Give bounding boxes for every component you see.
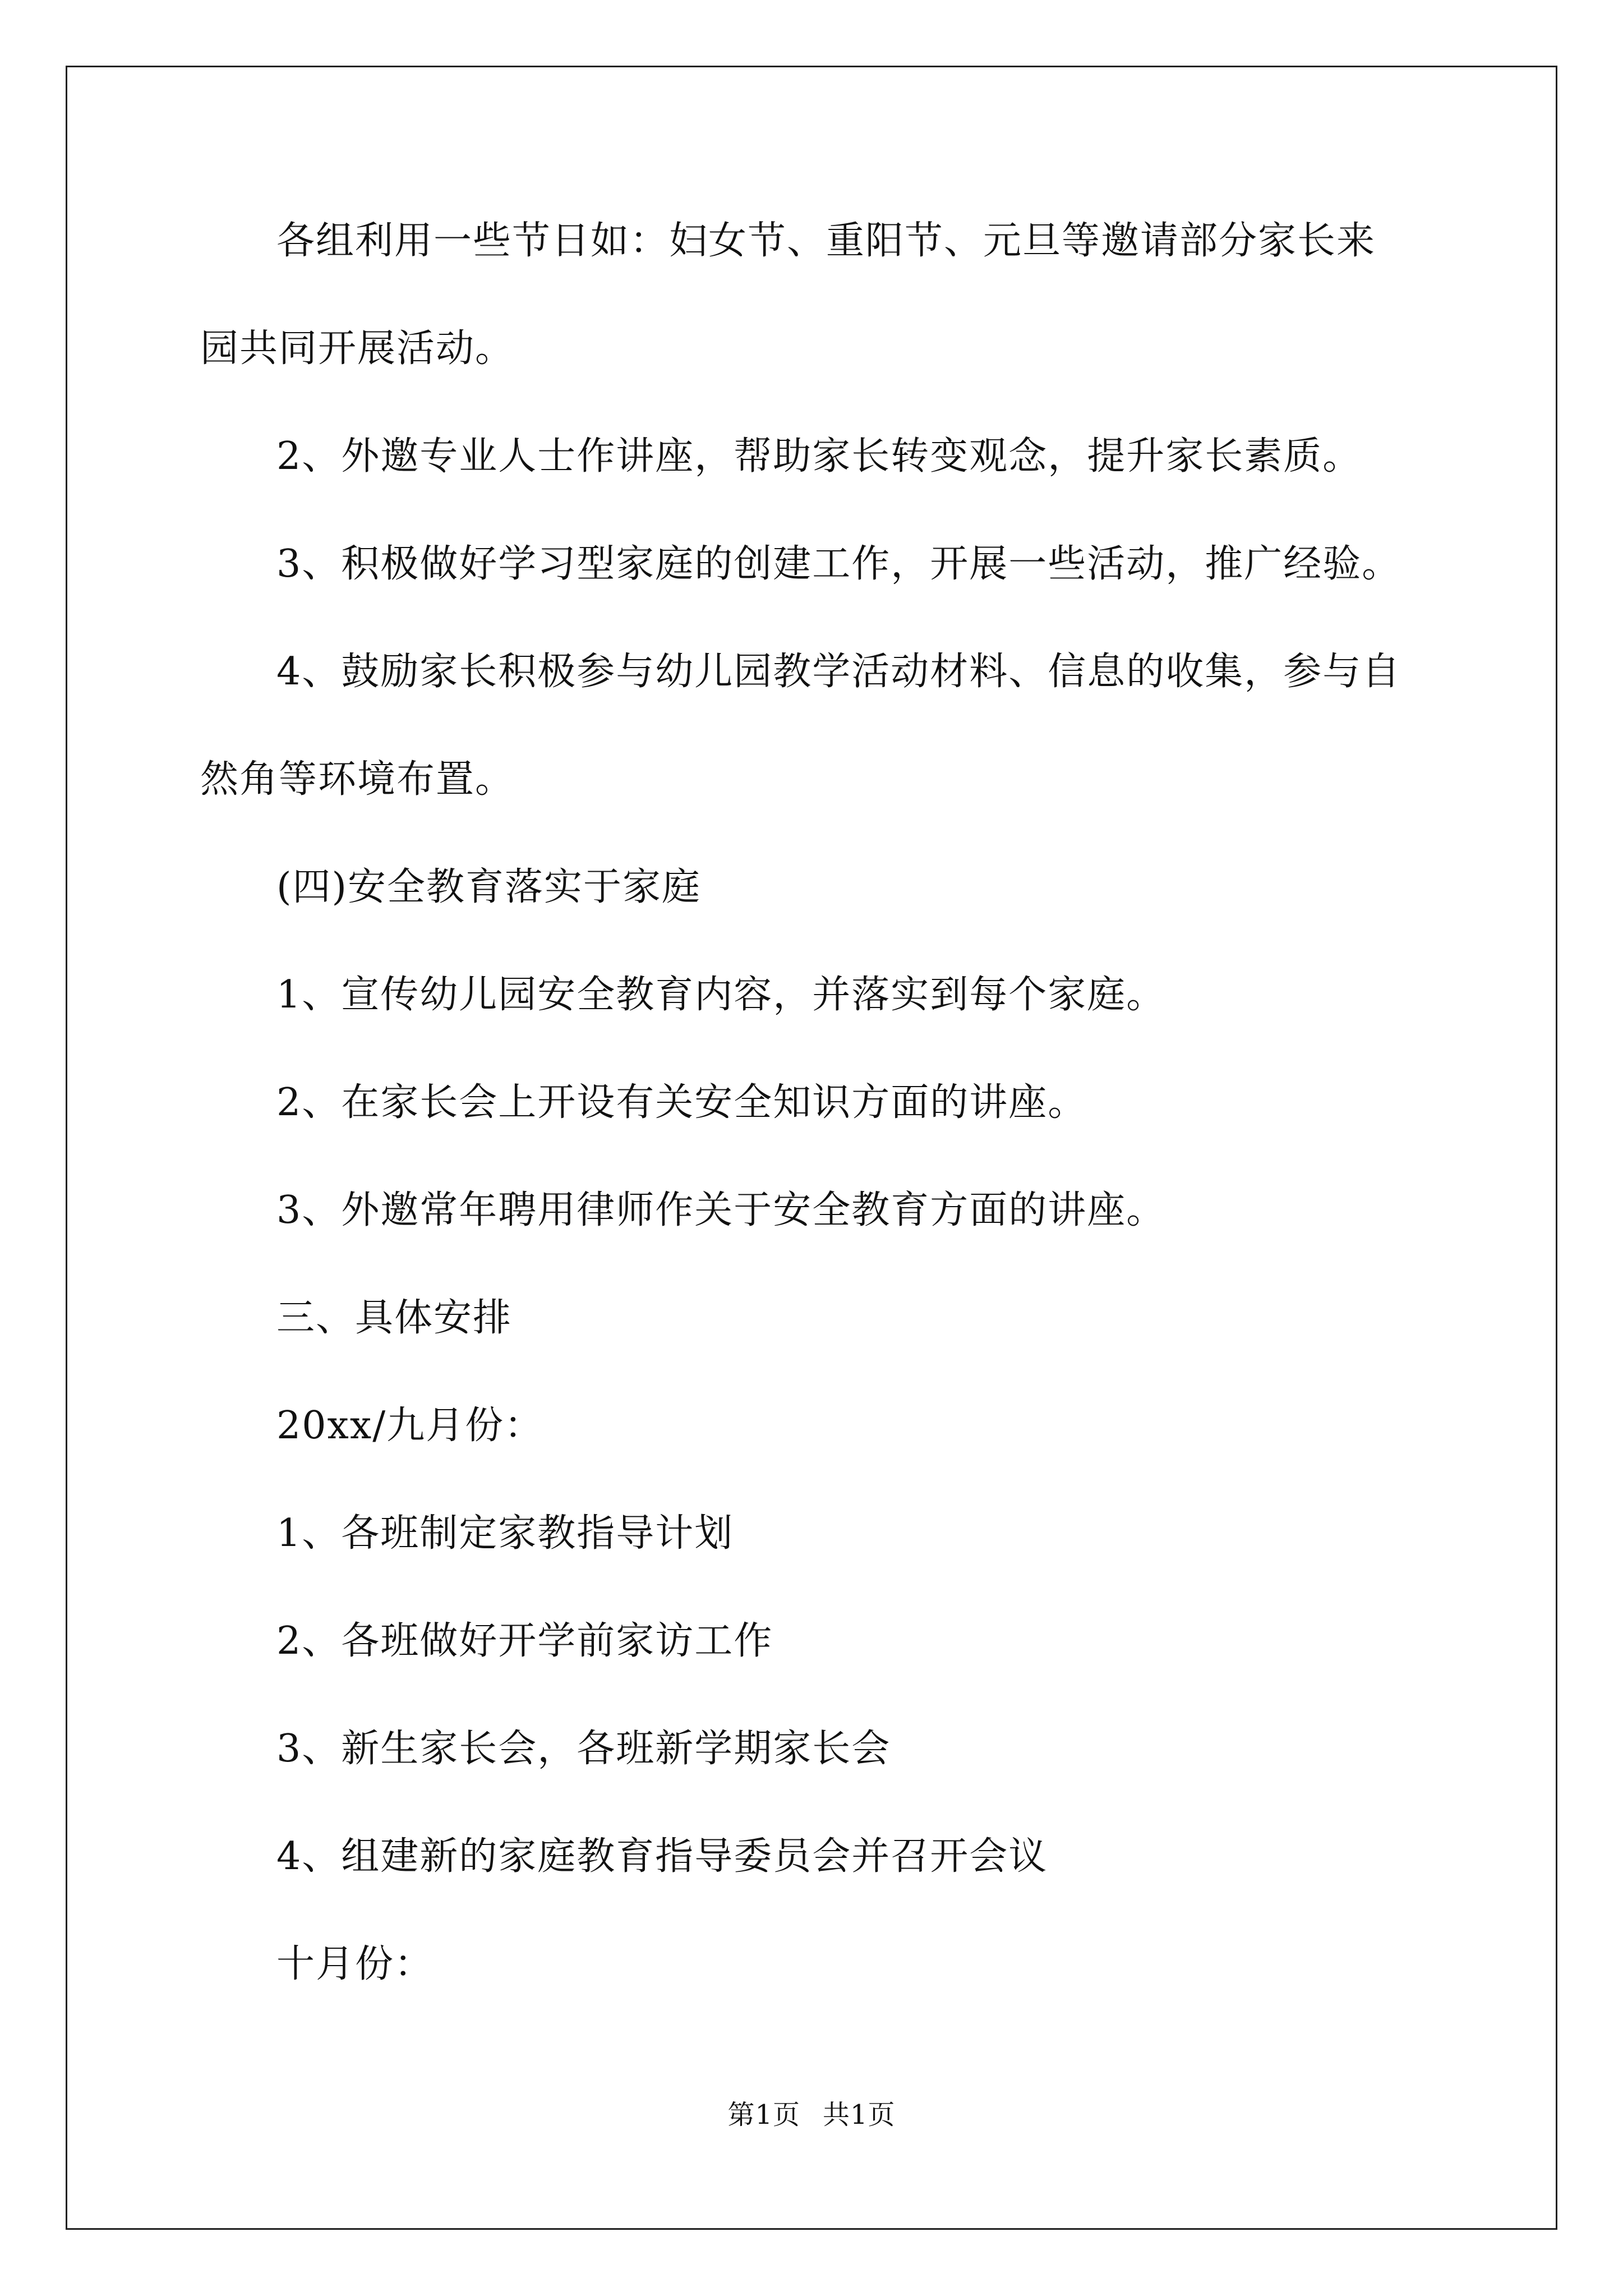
list-item: 4、组建新的家庭教育指导委员会并召开会议 bbox=[276, 1834, 1048, 1879]
section-heading: 三、具体安排 bbox=[276, 1296, 513, 1340]
paragraph-line: 3、积极做好学习型家庭的创建工作，开展一些活动，推广经验。 bbox=[276, 542, 1401, 586]
paragraph-line: 然角等环境布置。 bbox=[200, 757, 515, 802]
page-number-current: 第1页 bbox=[727, 2099, 800, 2131]
document-body bbox=[200, 213, 1434, 1993]
list-item: 2、各班做好开学前家访工作 bbox=[276, 1619, 773, 1663]
page-number-total: 共1页 bbox=[823, 2099, 896, 2131]
page-footer bbox=[0, 2098, 1623, 2132]
paragraph-line: 园共同开展活动。 bbox=[200, 326, 515, 371]
section-heading: (四)安全教育落实于家庭 bbox=[276, 865, 702, 909]
paragraph-line: 4、鼓励家长积极参与幼儿园教学活动材料、信息的收集，参与自 bbox=[276, 650, 1401, 694]
month-heading: 20xx/九月份： bbox=[276, 1404, 544, 1448]
paragraph-line: 2、外邀专业人士作讲座，帮助家长转变观念，提升家长素质。 bbox=[276, 434, 1362, 478]
paragraph-line: 各组利用一些节日如：妇女节、重阳节、元旦等邀请部分家长来 bbox=[276, 219, 1376, 263]
paragraph-line: 1、宣传幼儿园安全教育内容，并落实到每个家庭。 bbox=[276, 973, 1166, 1017]
list-item: 1、各班制定家教指导计划 bbox=[276, 1511, 734, 1556]
month-heading: 十月份： bbox=[276, 1942, 434, 1986]
paragraph-line: 2、在家长会上开设有关安全知识方面的讲座。 bbox=[276, 1080, 1087, 1125]
paragraph-line: 3、外邀常年聘用律师作关于安全教育方面的讲座。 bbox=[276, 1188, 1166, 1232]
list-item: 3、新生家长会，各班新学期家长会 bbox=[276, 1727, 891, 1771]
